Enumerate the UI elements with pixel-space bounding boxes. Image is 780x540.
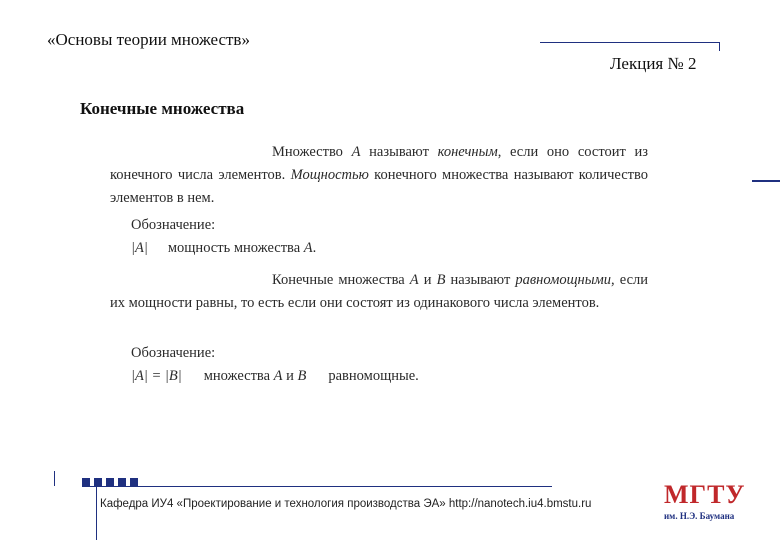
notation-label-1: Обозначение: xyxy=(131,217,216,233)
notation-1-text: мощность множества xyxy=(167,240,304,256)
p1-set-a: A xyxy=(351,144,361,160)
term-equipotent: равномощными xyxy=(515,272,612,288)
logo-subtitle: им. Н.Э. Баумана xyxy=(664,511,735,521)
definition-finite-set xyxy=(110,141,648,210)
p1-rest: , если оно состоит из конечного числа элементов. xyxy=(110,144,649,183)
p2-mid: называют xyxy=(445,272,516,288)
term-cardinality: Мощностью xyxy=(290,167,369,183)
cardinality-formula: |A| xyxy=(131,240,148,256)
notation-2-set-a: A xyxy=(273,368,283,384)
footer-square xyxy=(82,478,90,486)
notation-line-1 xyxy=(131,240,316,257)
footer-rule xyxy=(82,486,552,487)
notation-2-text-end: равномощные. xyxy=(328,368,419,384)
p1-end: конечного множества называют количество элементов в нем. xyxy=(110,167,649,206)
section-title: Конечные множества xyxy=(80,99,245,118)
footer-squares xyxy=(82,478,138,486)
notation-line-2 xyxy=(131,368,419,385)
p2-start: Конечные множества xyxy=(272,272,410,288)
notation-1-dot: . xyxy=(312,240,317,256)
notation-2-and: и xyxy=(282,368,298,384)
footer-square xyxy=(118,478,126,486)
p2-and: и xyxy=(418,272,437,288)
lecture-number: Лекция № 2 xyxy=(610,54,697,73)
definition-equipotent xyxy=(110,269,648,315)
logo-mgtu: МГТУ xyxy=(664,480,746,509)
header-rule-tick xyxy=(719,42,720,51)
notation-label-2: Обозначение: xyxy=(131,345,216,361)
notation-1-set-a: A xyxy=(303,240,313,256)
p2-end: , если их мощности равны, то есть если они состоят из одинакового числа элементов. xyxy=(110,272,648,311)
equality-formula: |A| = |B| xyxy=(131,368,182,384)
p1-start: Множество xyxy=(272,144,352,160)
side-marker xyxy=(752,180,780,182)
p1-mid: называют xyxy=(360,144,438,160)
footer-text: Кафедра ИУ4 «Проектирование и технология производства ЭА» http://nanotech.iu4.bmstu.ru xyxy=(100,498,592,510)
footer-left-tick xyxy=(54,471,55,486)
footer-square xyxy=(94,478,102,486)
footer-vertical-rule xyxy=(96,486,97,540)
course-title: «Основы теории множеств» xyxy=(47,30,250,49)
p2-set-a: A xyxy=(409,272,419,288)
notation-2-text: множества xyxy=(203,368,274,384)
notation-2-set-b: B xyxy=(297,368,307,384)
header-rule xyxy=(540,42,720,43)
footer-square xyxy=(106,478,114,486)
term-finite: конечным xyxy=(437,144,498,160)
footer-square xyxy=(130,478,138,486)
p2-set-b: B xyxy=(436,272,446,288)
